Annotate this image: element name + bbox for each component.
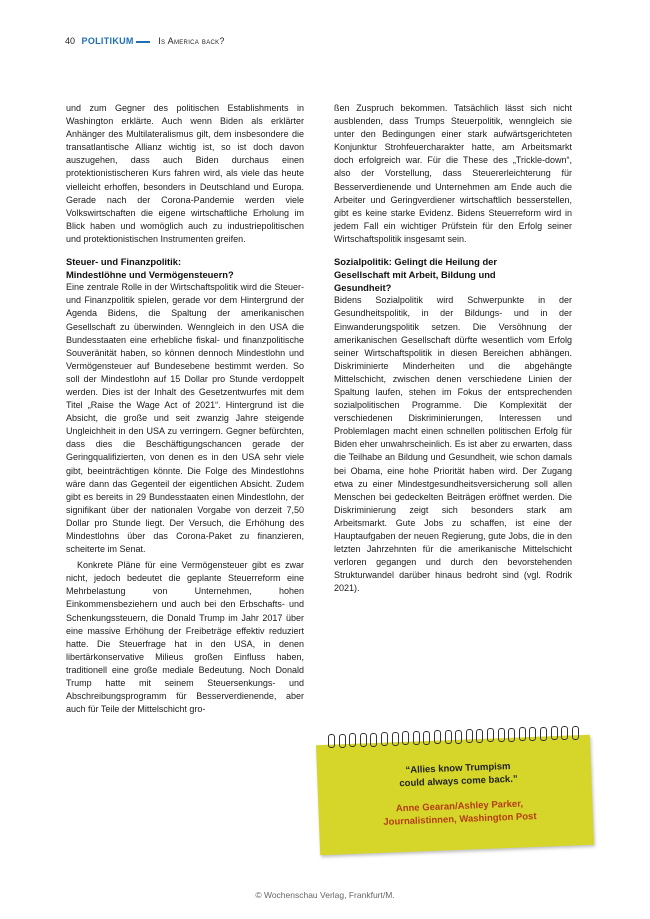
paragraph: Konkrete Pläne für eine Vermögensteuer gibt es zwar nicht, jedoch bedeutet die geplante Steuerreform eine Mehrbelastung von Unternehmen, hohen Einkommensbeziehern und auch bei den Erbschafts- und Schenkungssteuern, die Donald Trump im Jahr 2017 über eine massive Erhöhung der Freibeträge effektiv reduziert hatte. Die Steuerfrage hat in den USA, in denen libertärkonservative Milieus großen Einfluss haben, traditionell eine große mediale Bedeutung. Noch Donald Trump hatte mit seinem Steuersenkungs- und Abschreibungsprogramm für Besserverdienende, aber auch für Teile der Mittelschicht gro-: [66, 560, 304, 715]
heading-line: Gesellschaft mit Arbeit, Bildung und: [334, 269, 496, 281]
spiral-ring-icon: [540, 727, 547, 741]
spiral-ring-icon: [413, 731, 420, 745]
attribution-line: Anne Gearan/Ashley Parker,: [395, 798, 524, 815]
spiral-ring-icon: [508, 728, 515, 742]
brand-underline: [136, 41, 150, 43]
spiral-ring-icon: [339, 734, 346, 748]
section-heading-tax: [66, 255, 304, 281]
paragraph: Bidens Sozialpolitik wird Schwerpunkte in der Gesundheitspolitik, in der Bildungs- und in der Einwanderungspolitik setzen. Die Versöhnung der amerikanischen Gesellschaft dürfte wesentlich vom Erfolg seiner Wirtschaftspolitik in diesen Bereichen abhängen. Diskriminierte Minderheiten und die abgehängte Mittelschicht, zwischen denen verschiedene Linien der Spaltung laufen, stehen im Fokus der entsprechenden sozialpolitischen Programme. Die Komplexität der verschiedenen Diskriminierungen, Interessen und Problemlagen macht einen schnellen politischen Erfolg für Biden eher unwahrscheinlich. Es ist aber zu erwarten, dass die Teilhabe an Bildung und Gesundheit, wie schon damals bei Obama, eine hohe Priorität haben wird. Der Zugang etwa zu einer Mindestgesundheitsversicherung soll allen Menschen bei gedeckelten Beiträgen eröffnet werden. Die Diskriminierung zeigt sich besonders stark am Arbeitsmarkt. Gute Jobs zu schaffen, ist eine der Hauptaufgaben der neuen Regierung, gute Jobs, die in den letzten Jahrzehnten für die amerikanische Mittelschicht verloren gegangen und durch den bevorstehenden Strukturwandel darüber hinaus bedroht sind (vgl. Rodrik 2021).: [334, 295, 572, 594]
spiral-ring-icon: [445, 730, 452, 744]
spiral-ring-icon: [349, 733, 356, 747]
quote-line: could always come back.”: [399, 773, 518, 790]
spiral-ring-icon: [328, 734, 335, 748]
spiral-ring-icon: [402, 731, 409, 745]
left-column: [66, 102, 304, 725]
running-header: [65, 36, 225, 46]
heading-line: Gesundheit?: [334, 282, 392, 294]
paragraph: Eine zentrale Rolle in der Wirtschaftspolitik wird die Steuer- und Finanzpolitik spielen, gerade vor dem Hintergrund der Agenda Bidens, die Spaltung der amerikanischen Gesellschaft zu überwinden. Wenngleich in den USA die Bundesstaaten eine erhebliche fiskal- und finanzpolitische Souveränität haben, so können dennoch Mindestlohn und Vermögensteuer auf Bundesebene bestimmt werden. So soll der Mindestlohn auf 15 Dollar pro Stunde verdoppelt werden. Dies ist der Inhalt des Gesetzentwurfes mit dem Titel „Raise the Wage Act of 2021“. Hintergrund ist die Absicht, die große und seit zwanzig Jahre steigende Ungleichheit in den USA zu verringern. Gegner befürchten, dass dies die Beschäftigungschancen gerade der Geringqualifizierten, von denen es in den USA sehr viele gibt, beeinträchtigen könnte. Die Folge des Mindestlohns wäre dann das Gegenteil der eigentlichen Absicht. Zudem gibt es bereits in 29 Bundesstaaten einen Mindestlohn, der signifikant über der nationalen Vorgabe von derzeit 7,50 Dollar pro Stunde liegt. Der Versuch, die Erhöhung des Mindestlohns über das Corona-Paket zu finanzieren, scheiterte im Senat.: [66, 282, 304, 555]
quote-line: “Allies know Trumpism: [405, 761, 511, 777]
right-column: [334, 102, 572, 604]
quote-note-pad: [318, 740, 592, 850]
spiral-ring-icon: [551, 726, 558, 740]
spiral-ring-icon: [360, 733, 367, 747]
spiral-ring-icon: [519, 727, 526, 741]
copyright-footer: © Wochenschau Verlag, Frankfurt/M.: [255, 890, 395, 900]
spiral-ring-icon: [381, 732, 388, 746]
brand-logo: [82, 36, 150, 46]
spiral-ring-icon: [392, 732, 399, 746]
spiral-ring-icon: [529, 727, 536, 741]
heading-line: Steuer- und Finanzpolitik:: [66, 256, 182, 268]
spiral-ring-icon: [498, 728, 505, 742]
spiral-ring-icon: [476, 729, 483, 743]
spiral-ring-icon: [572, 726, 579, 740]
spiral-ring-icon: [455, 730, 462, 744]
spiral-ring-icon: [370, 733, 377, 747]
heading-line: Mindestlöhne und Vermögensteuern?: [66, 269, 234, 281]
spiral-ring-icon: [487, 728, 494, 742]
section-heading-social: [334, 255, 572, 294]
attribution-line: Journalistinnen, Washington Post: [383, 811, 537, 828]
spiral-ring-icon: [423, 731, 430, 745]
paragraph: und zum Gegner des politischen Establishments in Washington erklärte. Auch wenn Biden als erklärter Anhänger des Multilateralismus gilt, dem insbesondere die transatlantische Allianz wichtig ist, so ist doch davon auszugehen, dass auch Biden durchaus einen protektionistischeren Kurs fahren wird, als viele das heute vielleicht erhoffen, besonders in Deutschland und Europa. Gerade nach der Corona-Pandemie werden viele Volkswirtschaften die eigene wirtschaftliche Erholung im Blick haben und womöglich auch zu industriepolitischen und protektionistischen Instrumenten greifen.: [66, 103, 304, 244]
note-text: [343, 758, 575, 831]
spiral-ring-icon: [466, 729, 473, 743]
running-title: Is America back?: [158, 36, 225, 46]
spiral-binding-icon: [328, 734, 582, 748]
paragraph: ßen Zuspruch bekommen. Tatsächlich lässt sich nicht ausblenden, dass Trumps Steuerpolitik, wenngleich sie unter den Bedingungen einer stark aufwärtsgerichteten Konjunktur Strohfeuercharakter hatte, am Arbeitsmarkt doch erfolgreich war. Für die These des „Trickle-down“, also der Vorstellung, dass Steuererleichterung für Besserverdienende und Unternehmen am Ende auch die Arbeiter und Geringverdiener wirtschaftlich besserstellen, gibt es keine starke Evidenz. Bidens Steuerreform wird in jedem Fall ein wichtiger Prüfstein für den Erfolg seiner Wirtschaftspolitik insgesamt sein.: [334, 103, 572, 244]
heading-line: Sozialpolitik: Gelingt die Heilung der: [334, 256, 498, 268]
brand-name: POLITIKUM: [81, 36, 134, 46]
spiral-ring-icon: [434, 730, 441, 744]
spiral-ring-icon: [561, 726, 568, 740]
page-number: 40: [65, 36, 76, 46]
